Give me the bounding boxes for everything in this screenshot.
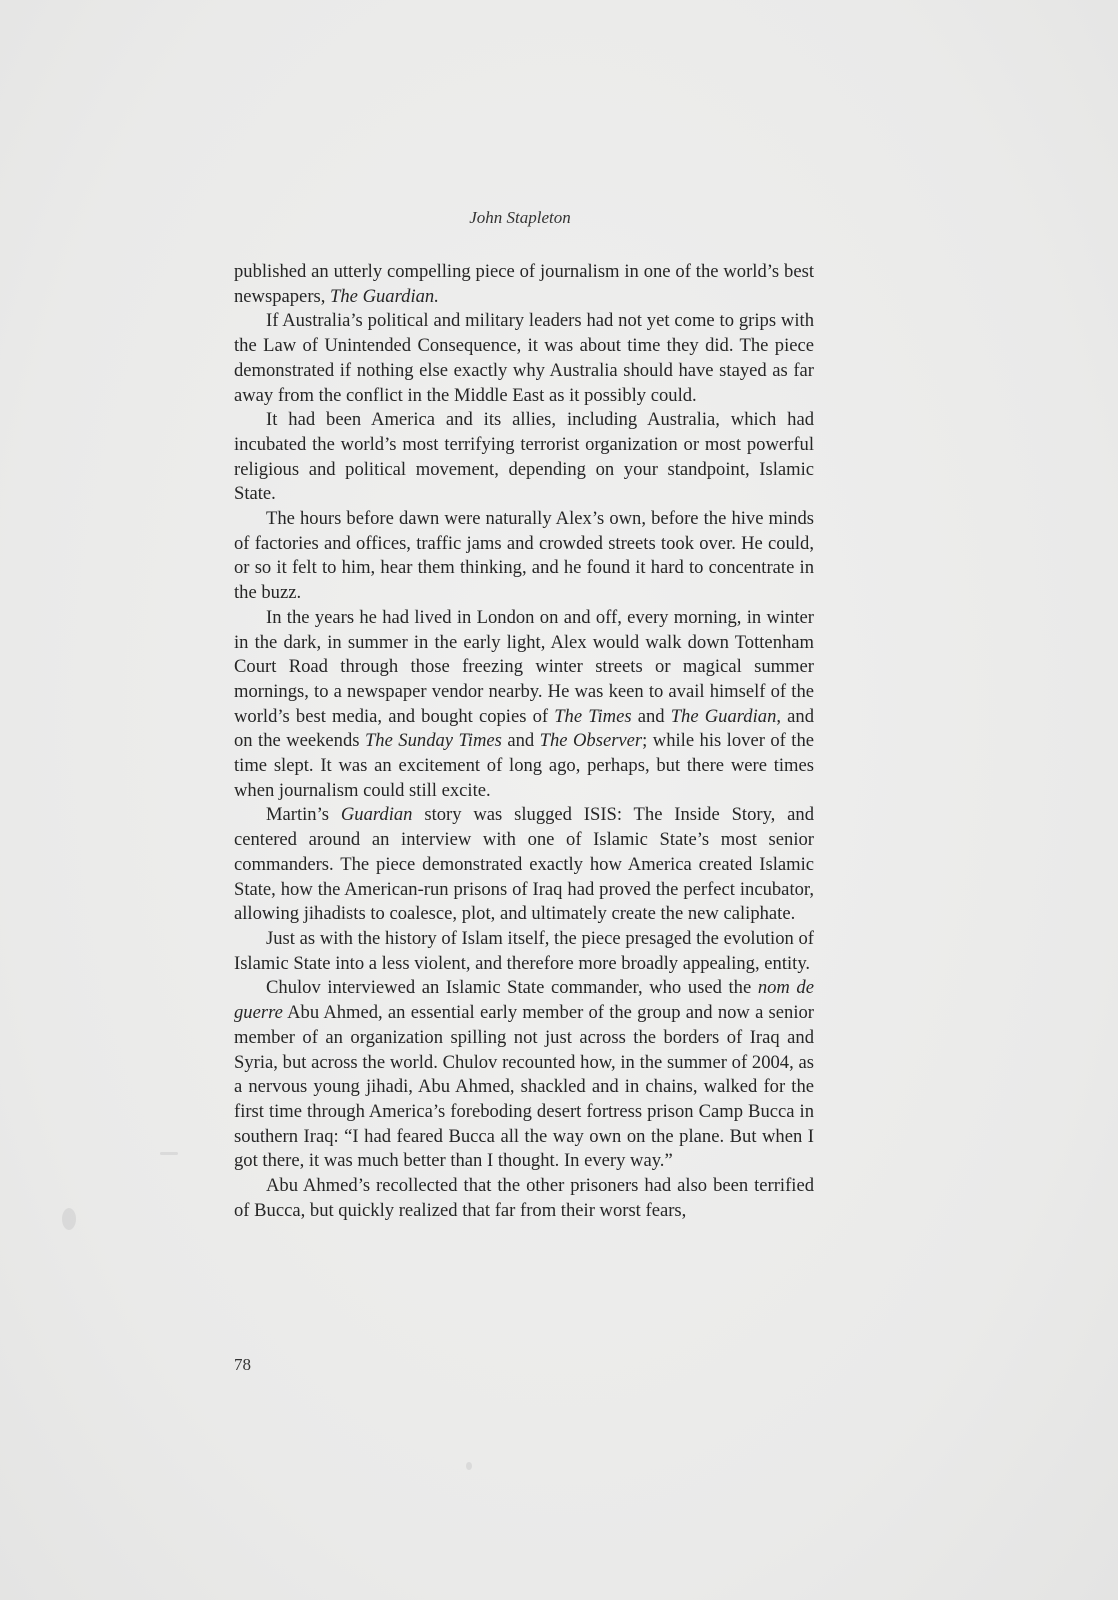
paragraph — [234, 606, 814, 804]
italic-text: The Observer — [539, 730, 643, 752]
text-run: Chulov interviewed an Islamic State commander, who used the — [266, 977, 758, 999]
scan-speck — [160, 1152, 178, 1155]
body-text — [234, 260, 814, 1223]
paragraph — [234, 976, 814, 1174]
paragraph — [234, 1174, 814, 1223]
italic-text: Guardian — [340, 804, 413, 826]
italic-text: nom de guerre — [234, 977, 814, 1024]
paragraph — [234, 408, 814, 507]
text-run: Abu Ahmed’s recollected that the other prisoners had also been terrified of Bucca, but quickly realized that far from their worst fears, — [234, 1175, 814, 1221]
italic-text: The Guardian — [670, 705, 777, 727]
italic-text: The Sunday Times — [364, 730, 502, 752]
italic-text: The Guardian. — [330, 285, 439, 307]
text-run: Abu Ahmed, an essential early member of the group and now a senior member of an organization spilling not just across the borders of Iraq and Syria, but across the world. Chulov recounted how, in the summer of 2004, as a nervous young jihadi, Abu Ahmed, shackled and in chains, walked for the first time through America’s foreboding desert fortress prison Camp Bucca in southern Iraq: “I had feared Bucca all the way own on the plane. But when I got there, it was much better than I thought. In every way.” — [234, 1002, 814, 1172]
text-run: and — [631, 705, 671, 727]
text-run: , and on the weekends — [234, 705, 814, 752]
scan-speck — [466, 1462, 472, 1470]
text-run: In the years he had lived in London on and off, every morning, in winter in the dark, in summer in the early light, Alex would walk down Tottenham Court Road through those freezing winter streets or magical summer mornings, to a newspaper vendor nearby. He was keen to avail himself of the world’s best media, and bought copies of — [234, 606, 814, 727]
italic-text: The Times — [554, 705, 632, 727]
text-run: story was slugged ISIS: The Inside Story, and centered around an interview with one of Islamic State’s most senior commanders. The piece demonstrated exactly how America created Islamic State, how the American-run prisons of Iraq had proved the perfect incubator, allowing jihadists to coalesce, plot, and ultimately create the new caliphate. — [234, 804, 814, 925]
text-run: ; while his lover of the time slept. It was an excitement of long ago, perhaps, but there were times when journalism could still excite. — [234, 730, 814, 801]
paragraph — [234, 260, 814, 309]
paragraph — [234, 507, 814, 606]
text-run: Just as with the history of Islam itself, the piece presaged the evolution of Islamic State into a less violent, and therefore more broadly appealing, entity. — [234, 927, 814, 974]
text-run: published an utterly compelling piece of journalism in one of the world’s best newspapers, — [234, 261, 814, 307]
scan-speck — [62, 1208, 76, 1230]
paragraph — [234, 309, 814, 408]
paragraph — [234, 927, 814, 976]
running-head: John Stapleton — [469, 208, 571, 227]
text-run: The hours before dawn were naturally Alex’s own, before the hive minds of factories and offices, traffic jams and crowded streets took over. He could, or so it felt to him, hear them thinking, and he found it hard to concentrate in the buzz. — [234, 508, 814, 604]
text-run: Martin’s — [266, 804, 341, 826]
text-run: It had been America and its allies, including Australia, which had incubated the world’s most terrifying terrorist organization or most powerful religious and political movement, depending on your standpoint, Islamic State. — [234, 409, 814, 505]
page-number: 78 — [234, 1355, 251, 1374]
text-run: and — [501, 730, 540, 752]
text-run: If Australia’s political and military leaders had not yet come to grips with the Law of Unintended Consequence, it was about time they did. The piece demonstrated if nothing else exactly why Australia should have stayed as far away from the conflict in the Middle East as it possibly could. — [234, 310, 814, 406]
paragraph — [234, 803, 814, 927]
